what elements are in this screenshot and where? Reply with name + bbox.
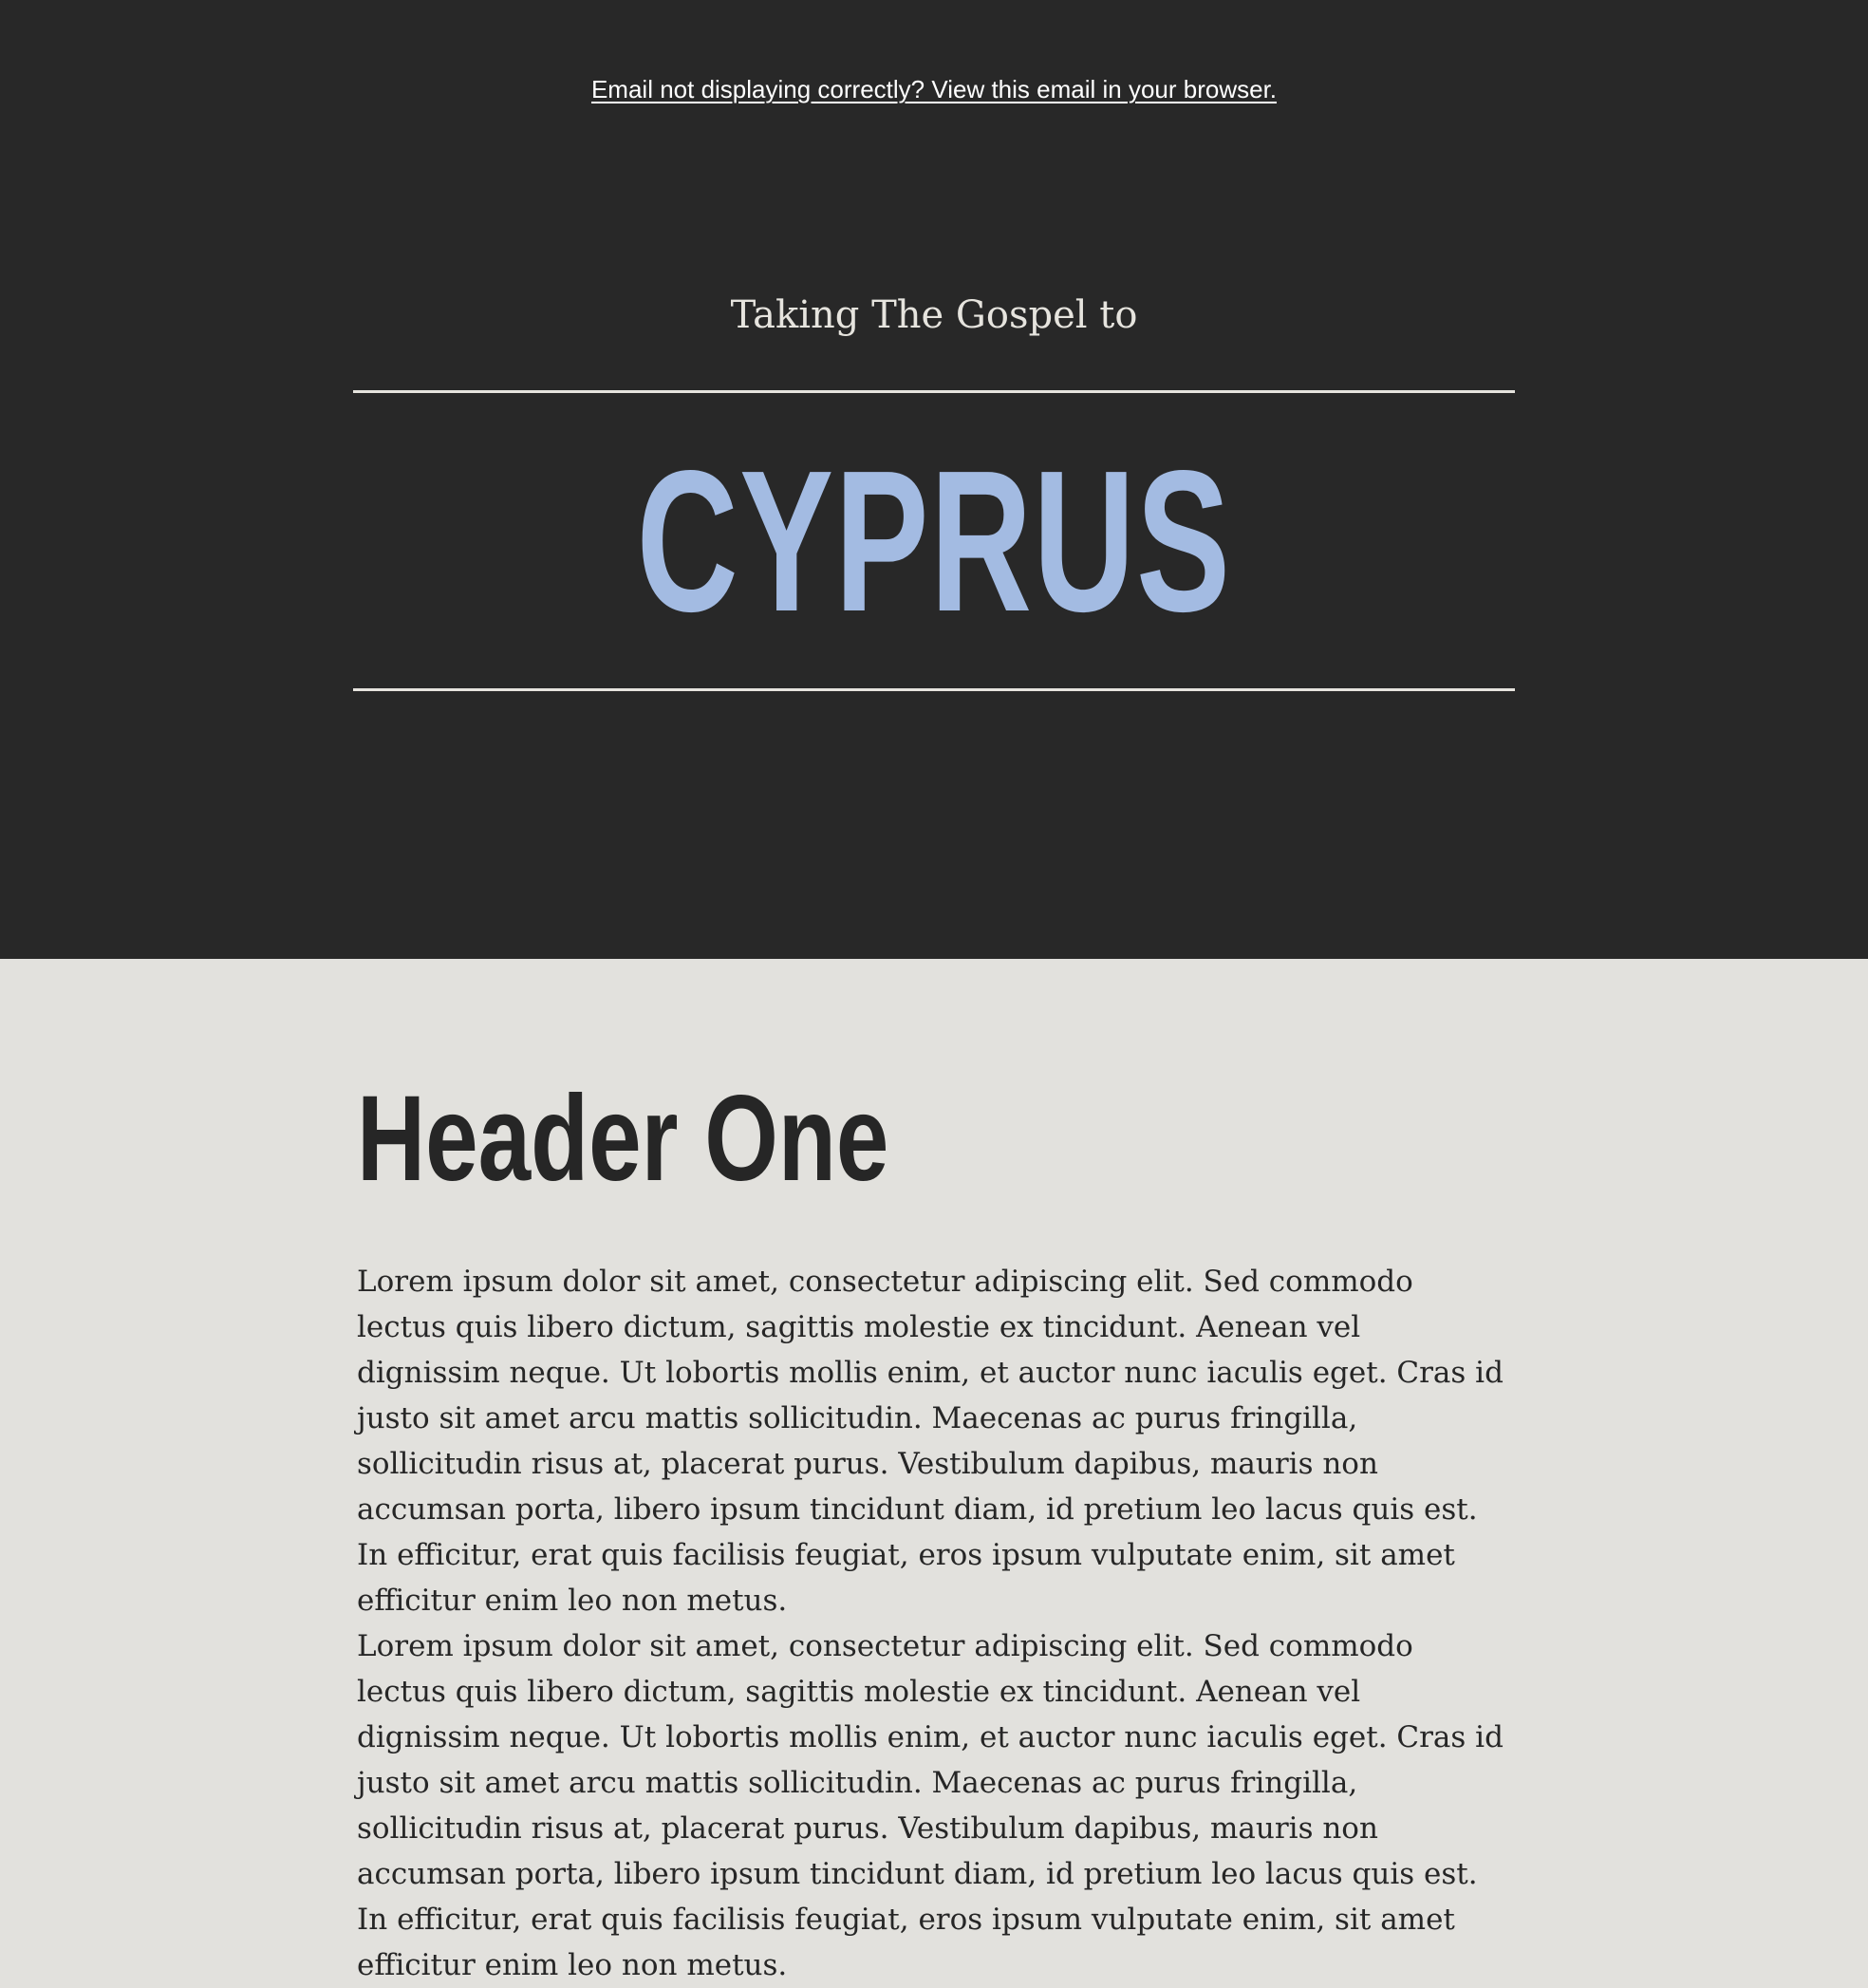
hero-divider-bottom <box>353 688 1515 691</box>
hero-country-title: CYPRUS <box>636 428 1232 653</box>
section-heading: Header One <box>357 1071 889 1207</box>
hero-divider-top <box>353 390 1515 393</box>
body-text <box>357 1259 1511 1988</box>
body-paragraph: Lorem ipsum dolor sit amet, consectetur adipiscing elit. Sed commodo lectus quis libero dictum, sagittis molestie ex tincidunt. Aenean vel dignissim neque. Ut lobortis mollis enim, et auctor nunc iaculis eget. Cras id justo sit amet arcu mattis sollicitudin. Maecenas ac purus fringilla, sollicitudin risus at, placerat purus. Vestibulum dapibus, mauris non accumsan porta, libero ipsum tincidunt diam, id pretium leo lacus quis est. In efficitur, erat quis facilisis feugiat, eros ipsum vulputate enim, sit amet efficitur enim leo non metus. <box>357 1629 1504 1982</box>
view-in-browser-link[interactable]: Email not displaying correctly? View this email in your browser. <box>590 75 1278 103</box>
body-paragraph: Lorem ipsum dolor sit amet, consectetur adipiscing elit. Sed commodo lectus quis libero dictum, sagittis molestie ex tincidunt. Aenean vel dignissim neque. Ut lobortis mollis enim, et auctor nunc iaculis eget. Cras id justo sit amet arcu mattis sollicitudin. Maecenas ac purus fringilla, sollicitudin risus at, placerat purus. Vestibulum dapibus, mauris non accumsan porta, libero ipsum tincidunt diam, id pretium leo lacus quis est. In efficitur, erat quis facilisis feugiat, eros ipsum vulputate enim, sit amet efficitur enim leo non metus. <box>357 1265 1504 1618</box>
hero-banner <box>0 0 1868 959</box>
hero-tagline: Taking The Gospel to <box>730 293 1138 337</box>
